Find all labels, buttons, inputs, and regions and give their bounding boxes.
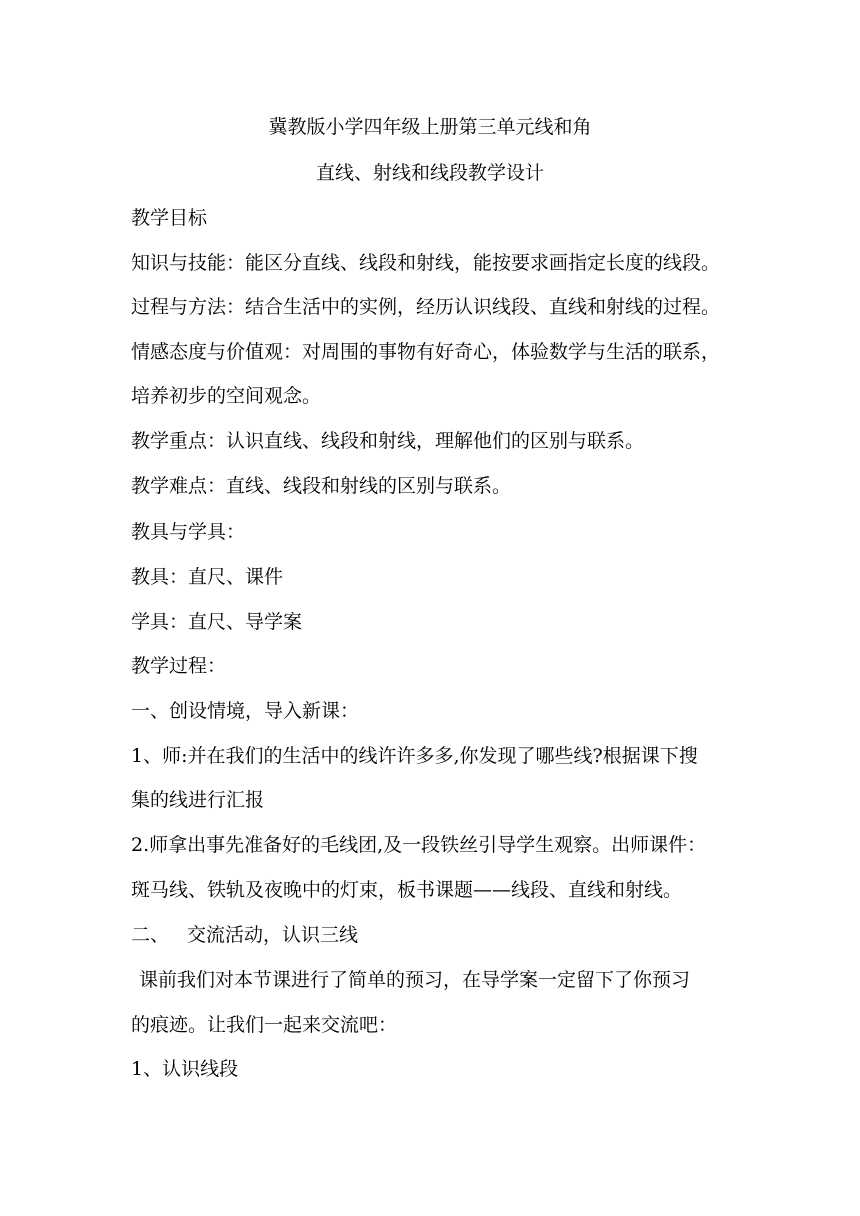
emotion-values-text-line2: 培养初步的空间观念。 [131, 385, 322, 407]
teacher-tools-text: 教具：直尺、课件 [131, 566, 284, 588]
item1-text-line2: 集的线进行汇报 [131, 789, 265, 811]
item2-text-line2: 斑马线、铁轨及夜晚中的灯束，板书课题——线段、直线和射线。 [131, 879, 683, 901]
paragraph-text-line1: 课前我们对本节课进行了简单的预习，在导学案一定留下了你预习 [139, 969, 691, 991]
student-tools-text: 学具：直尺、导学案 [131, 611, 303, 633]
section1-heading: 一、创设情境，导入新课： [131, 700, 360, 722]
difficult-points-text: 教学难点：直线、线段和射线的区别与联系。 [131, 475, 512, 497]
item2-text-line1: 2.师拿出事先准备好的毛线团,及一段铁丝引导学生观察。出师课件： [131, 834, 707, 856]
section2-heading [131, 921, 731, 949]
emotion-values-text-line1: 情感态度与价值观：对周围的事物有好奇心，体验数学与生活的联系， [131, 341, 721, 363]
sub1-heading: 1、认识线段 [131, 1058, 239, 1080]
paragraph-text-line2: 的痕迹。让我们一起来交流吧： [131, 1014, 398, 1036]
document-title: 冀教版小学四年级上册第三单元线和角 [268, 116, 592, 138]
section2-number: 二、 [131, 924, 170, 946]
tools-heading: 教具与学具： [131, 521, 246, 543]
key-points-text: 教学重点：认识直线、线段和射线，理解他们的区别与联系。 [131, 430, 645, 452]
item1-text-line1: 1、师:并在我们的生活中的线许许多多,你发现了哪些线?根据课下搜 [131, 745, 698, 767]
section2-text: 交流活动，认识三线 [187, 924, 359, 946]
document-subtitle: 直线、射线和线段教学设计 [315, 162, 544, 184]
knowledge-skills-text: 知识与技能：能区分直线、线段和射线，能按要求画指定长度的线段。 [131, 252, 721, 274]
objectives-heading: 教学目标 [131, 207, 208, 229]
process-heading: 教学过程： [131, 655, 227, 677]
process-methods-text: 过程与方法：结合生活中的实例，经历认识线段、直线和射线的过程。 [131, 296, 721, 318]
